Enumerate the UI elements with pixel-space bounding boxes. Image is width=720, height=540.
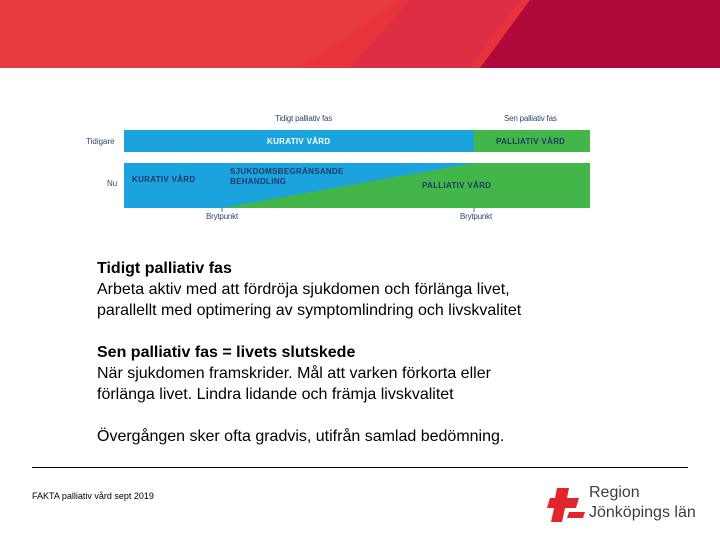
bottom-curative-label: KURATIV VÅRD <box>132 175 196 184</box>
region-logo <box>545 480 705 530</box>
logo-text-county: Jönköpings län <box>589 504 696 521</box>
early-phase-line-2: parallellt med optimering av symptomlindring och livskvalitet <box>97 302 522 319</box>
top-palliative-label: PALLIATIV VÅRD <box>496 137 566 146</box>
row-label-before: Tidigare <box>86 137 115 146</box>
row-label-now: Nu <box>107 179 118 188</box>
early-phase-heading: Tidigt palliativ fas <box>97 260 232 277</box>
late-phase-heading: Sen palliativ fas = livets slutskede <box>97 344 356 361</box>
logo-text-region: Region <box>589 484 640 501</box>
turning-point-label-1: Brytpunkt <box>206 212 238 221</box>
limiting-treatment-label-1: SJUKDOMSBEGRÄNSANDE <box>230 167 344 176</box>
care-phase-diagram <box>82 110 602 225</box>
slide-body <box>97 258 657 447</box>
bottom-palliative-label: PALLIATIV VÅRD <box>422 181 492 190</box>
late-phase-line-1: När sjukdomen framskrider. Mål att varken förkorta eller <box>97 365 491 382</box>
early-phase-line-1: Arbeta aktiv med att fördröja sjukdomen och förlänga livet, <box>97 281 510 298</box>
header-banner <box>0 0 720 68</box>
region-cross-icon <box>545 484 587 526</box>
footer-divider <box>32 467 688 468</box>
limiting-treatment-label-2: BEHANDLING <box>230 177 287 186</box>
early-phase-label: Tidigt palliativ fas <box>275 114 333 123</box>
late-phase-label: Sen palliativ fas <box>504 114 557 123</box>
bottom-curative-bar <box>124 163 222 208</box>
transition-text: Övergången sker ofta gradvis, utifrån samlad bedömning. <box>97 428 505 445</box>
late-phase-line-2: förlänga livet. Lindra lidande och främja livskvalitet <box>97 386 454 403</box>
top-curative-label: KURATIV VÅRD <box>267 137 331 146</box>
turning-point-label-2: Brytpunkt <box>460 212 492 221</box>
footer-note: FAKTA palliativ vård sept 2019 <box>32 491 154 501</box>
